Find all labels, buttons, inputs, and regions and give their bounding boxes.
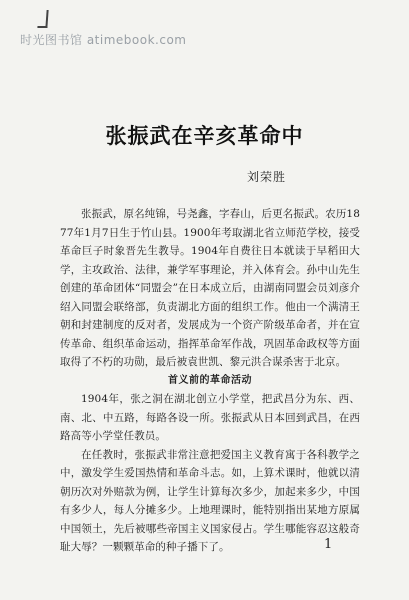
corner-crop-mark — [37, 10, 48, 28]
section-heading: 首义前的革命活动 — [168, 374, 252, 386]
page-number: 1 — [324, 537, 333, 552]
paragraph: 1904年，张之洞在湖北创立小学堂，把武昌分为东、西、南、北、中五路，每路各设一所。张振武从日本回到武昌，在西路高等小学堂任教员。 — [60, 393, 360, 442]
article-title: 张振武在辛亥革命中 — [105, 124, 304, 148]
article-body — [60, 205, 360, 557]
author-name: 刘荣胜 — [247, 170, 287, 184]
paragraph: 张振武，原名纯锦，号尧鑫，字春山，后更名振武。农历1877年1月7日生于竹山县。1900年考取湖北省立师范学校，接受革命巨子时象晋先生教导。1904年自费往日本就读于早稻田大学，主攻政治、法律，兼学军事理论，并入体育会。孙中山先生创建的革命团体“同盟会”在日本成立后，由湖南同盟会员刘彦介绍入同盟会联络部，负责湖北方面的组织工作。他由一个满清王朝和封建制度的反对者，发展成为一个资产阶级革命者，并在宣传革命、组织革命运动，指挥革命军作战，巩固革命政权等方面取得了不朽的功勋，最后被袁世凯、黎元洪合谋杀害于北京。 — [60, 208, 360, 368]
paragraph: 在任教时，张振武非常注意把爱国主义教育寓于各科教学之中，激发学生爱国热情和革命斗志。如，上算术课时，他就以清朝历次对外赔款为例，让学生计算每次多少，加起来多少，中国有多少人，每人分摊多少。上地理课时，能特别指出某地方原属中国领土，先后被哪些帝国主义国家侵占。学生哪能容忍这般奇耻大辱？一颗颗革命的种子播下了。 — [60, 448, 360, 553]
watermark: 时光图书馆 atimebook.com — [20, 33, 187, 47]
